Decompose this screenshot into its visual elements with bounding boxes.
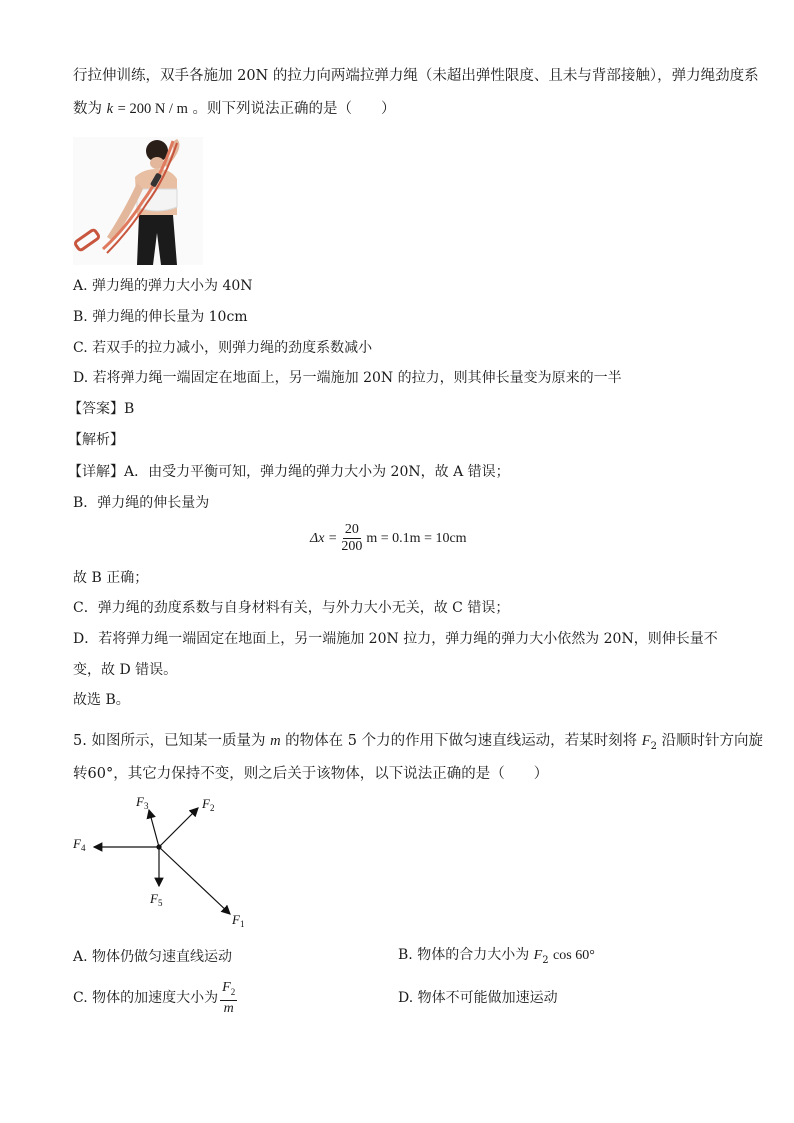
mass-symbol: m [270,733,281,749]
f5-label: $F_5$ [150,891,163,908]
f1-label: $F_1$ [232,912,245,929]
formula-rhs: m = 0.1m = 10cm [366,530,467,546]
force-subscript: 2 [650,740,657,752]
intro-prefix: 数为 [73,101,102,117]
fraction-numerator: 20 [344,522,359,537]
acceleration-fraction [220,980,237,1017]
q5-option-d: D. 物体不可能做加速运动 [398,990,558,1006]
q5-option-a: A. 物体仍做匀速直线运动 [73,949,233,965]
f2-label: $F_2$ [202,796,215,813]
option-b-text: B. 物体的合力大小为 [398,947,530,963]
option-b-cos: cos 60° [553,948,595,963]
spring-constant-value: = 200 N / m [117,101,188,117]
acc-denominator: m [223,1000,234,1016]
analysis-heading: 【解析】 [68,432,124,448]
option-c-text: C. 物体的加速度大小为 [73,990,219,1007]
f1-arrow [159,847,230,914]
q5-option-b [398,945,595,971]
q4-option-d: D. 若将弹力绳一端固定在地面上，另一端施加 20N 的拉力，则其伸长量变为原来的一半 [73,370,622,386]
force-symbol: F [641,733,651,749]
q5-stem-line1 [73,731,763,757]
formula-lhs: Δx = [310,530,338,546]
q5-option-c [73,980,239,1017]
spring-constant-symbol: k [106,101,114,117]
detail-line-c: C．弹力绳的劲度系数与自身材料有关，与外力大小无关，故 C 错误； [73,600,510,616]
q4-intro-line2 [73,99,395,119]
intro-suffix: 。则下列说法正确的是（ ） [192,101,396,117]
option-b-subscript: 2 [542,954,549,966]
f4-label: $F_4$ [73,836,86,853]
f3-arrow [149,810,159,847]
detail-line-a: 【详解】A．由受力平衡可知，弹力绳的弹力大小为 20N，故 A 错误； [68,464,510,480]
q4-option-b: B. 弹力绳的伸长量为 10cm [73,309,248,325]
answer-label: 【答案】B [68,401,135,417]
formula-fraction [339,522,364,555]
q5-text-c: 沿顺时针方向旋 [661,733,764,749]
force-diagram [70,792,270,936]
q4-intro-line1: 行拉伸训练，双手各施加 20N 的拉力向两端拉弹力绳（未超出弹性限度、且未与背部接触），弹力绳劲度系 [73,68,759,84]
option-b-force: F [533,948,543,963]
elongation-formula [310,522,467,555]
detail-line-b: B．弹力绳的伸长量为 [73,495,210,511]
object-point [156,844,161,849]
f3-label: $F_3$ [136,794,149,811]
q4-option-a: A. 弹力绳的弹力大小为 40N [73,278,253,294]
fraction-denominator: 200 [341,539,363,554]
stretching-photo [73,137,203,265]
q4-option-c: C. 若双手的拉力减小，则弹力绳的劲度系数减小 [73,340,373,356]
detail-line-d-cont: 变，故 D 错误。 [73,662,178,678]
acc-numerator: $F_2$ [220,980,237,1001]
f2-arrow [159,808,198,847]
detail-final: 故选 B。 [73,692,130,708]
detail-line-b-conclusion: 故 B 正确； [73,570,149,586]
q5-text-b: 的物体在 5 个力的作用下做匀速直线运动，若某时刻将 [285,733,638,749]
detail-line-d: D．若将弹力绳一端固定在地面上，另一端施加 20N 拉力，弹力绳的弹力大小依然为 20N，则伸长量不 [73,631,718,647]
q5-text-a: 5. 如图所示，已知某一质量为 [73,733,266,749]
q5-stem-line2: 转60°，其它力保持不变，则之后关于该物体，以下说法正确的是（ ） [73,766,549,782]
